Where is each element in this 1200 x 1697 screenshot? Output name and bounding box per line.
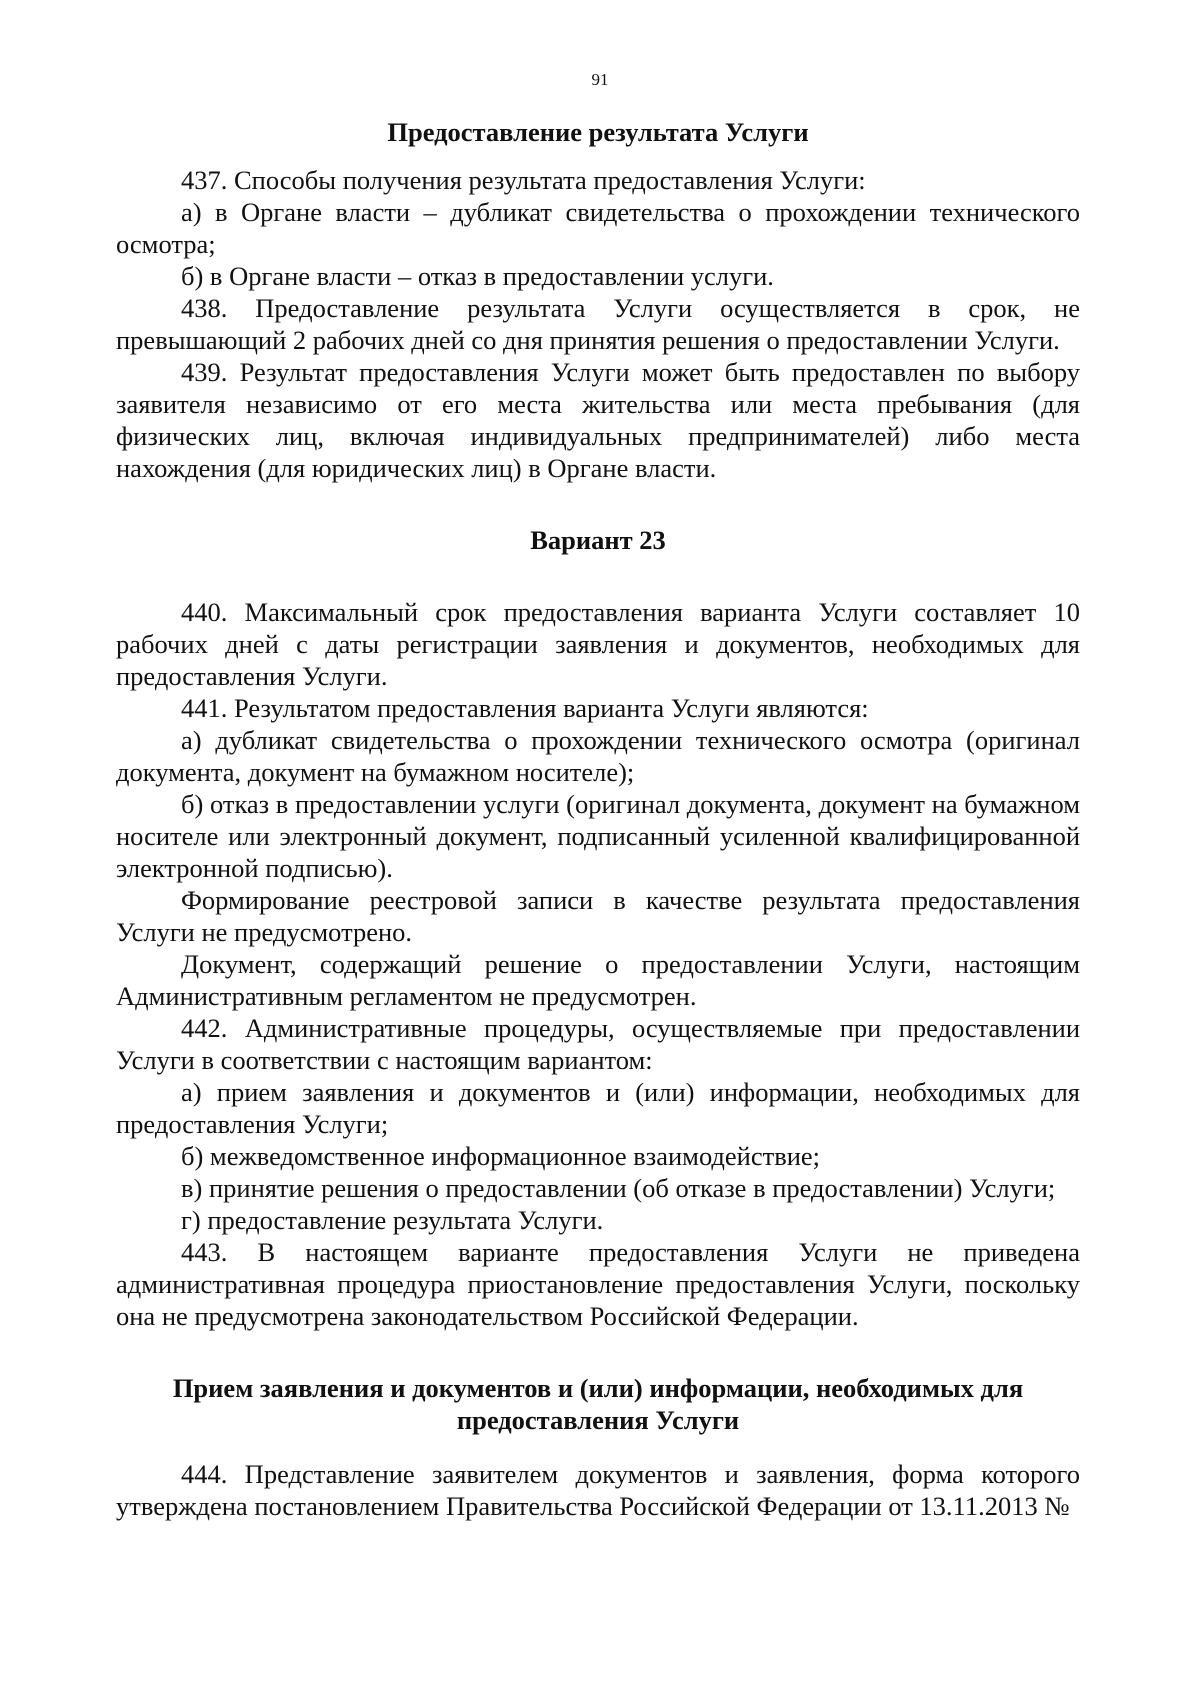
- paragraph-441-a: а) дубликат свидетельства о прохождении технического осмотра (оригинал документа, документ на бумажном носителе);: [116, 725, 1080, 787]
- paragraph-437-b: б) в Органе власти – отказ в предоставлении услуги.: [181, 261, 774, 291]
- paragraph-437-a: а) в Органе власти – дубликат свидетельства о прохождении технического осмотра;: [116, 197, 1080, 259]
- page-number: 91: [591, 70, 609, 89]
- paragraph-442-d: г) предоставление результата Услуги.: [181, 1205, 604, 1235]
- document-body: [116, 116, 1080, 1522]
- section-heading-result: Предоставление результата Услуги: [387, 117, 809, 147]
- paragraph-437: 437. Способы получения результата предоставления Услуги:: [181, 165, 866, 195]
- paragraph-443: 443. В настоящем варианте предоставления Услуги не приведена административная процедура приостановление предоставления Услуги, поскольку она не предусмотрена законодательством Российской Федерации.: [116, 1237, 1080, 1331]
- paragraph-441-b: б) отказ в предоставлении услуги (оригинал документа, документ на бумажном носителе или электронный документ, подписанный усиленной квалифицированной электронной подписью).: [116, 789, 1080, 883]
- paragraph-442: 442. Административные процедуры, осуществляемые при предоставлении Услуги в соответствии с настоящим вариантом:: [116, 1013, 1080, 1075]
- paragraph-439: 439. Результат предоставления Услуги может быть предоставлен по выбору заявителя независимо от его места жительства или места пребывания (для физических лиц, включая индивидуальных предпринимателей) либо места нахождения (для юридических лиц) в Органе власти.: [116, 357, 1080, 483]
- paragraph-document-note: Документ, содержащий решение о предоставлении Услуги, настоящим Административным регламентом не предусмотрен.: [116, 949, 1080, 1011]
- paragraph-438: 438. Предоставление результата Услуги осуществляется в срок, не превышающий 2 рабочих дней со дня принятия решения о предоставлении Услуги.: [116, 293, 1080, 355]
- paragraph-442-c: в) принятие решения о предоставлении (об отказе в предоставлении) Услуги;: [181, 1173, 1056, 1203]
- section-heading-application: [116, 1372, 1080, 1436]
- paragraph-444: 444. Представление заявителем документов и заявления, форма которого утверждена постановлением Правительства Российской Федерации от 13.11.2013 №: [116, 1459, 1080, 1521]
- section-heading-application-line1: Прием заявления и документов и (или) информации, необходимых для: [172, 1373, 1024, 1403]
- paragraph-440: 440. Максимальный срок предоставления варианта Услуги составляет 10 рабочих дней с даты регистрации заявления и документов, необходимых для предоставления Услуги.: [116, 597, 1080, 691]
- section-heading-application-line2: предоставления Услуги: [456, 1405, 740, 1435]
- section-heading-variant: Вариант 23: [530, 525, 666, 555]
- paragraph-442-b: б) межведомственное информационное взаимодействие;: [181, 1141, 821, 1171]
- paragraph-442-a: а) прием заявления и документов и (или) информации, необходимых для предоставления Услуги;: [116, 1077, 1080, 1139]
- paragraph-registry-note: Формирование реестровой записи в качестве результата предоставления Услуги не предусмотрено.: [116, 885, 1080, 947]
- paragraph-441: 441. Результатом предоставления варианта Услуги являются:: [181, 693, 869, 723]
